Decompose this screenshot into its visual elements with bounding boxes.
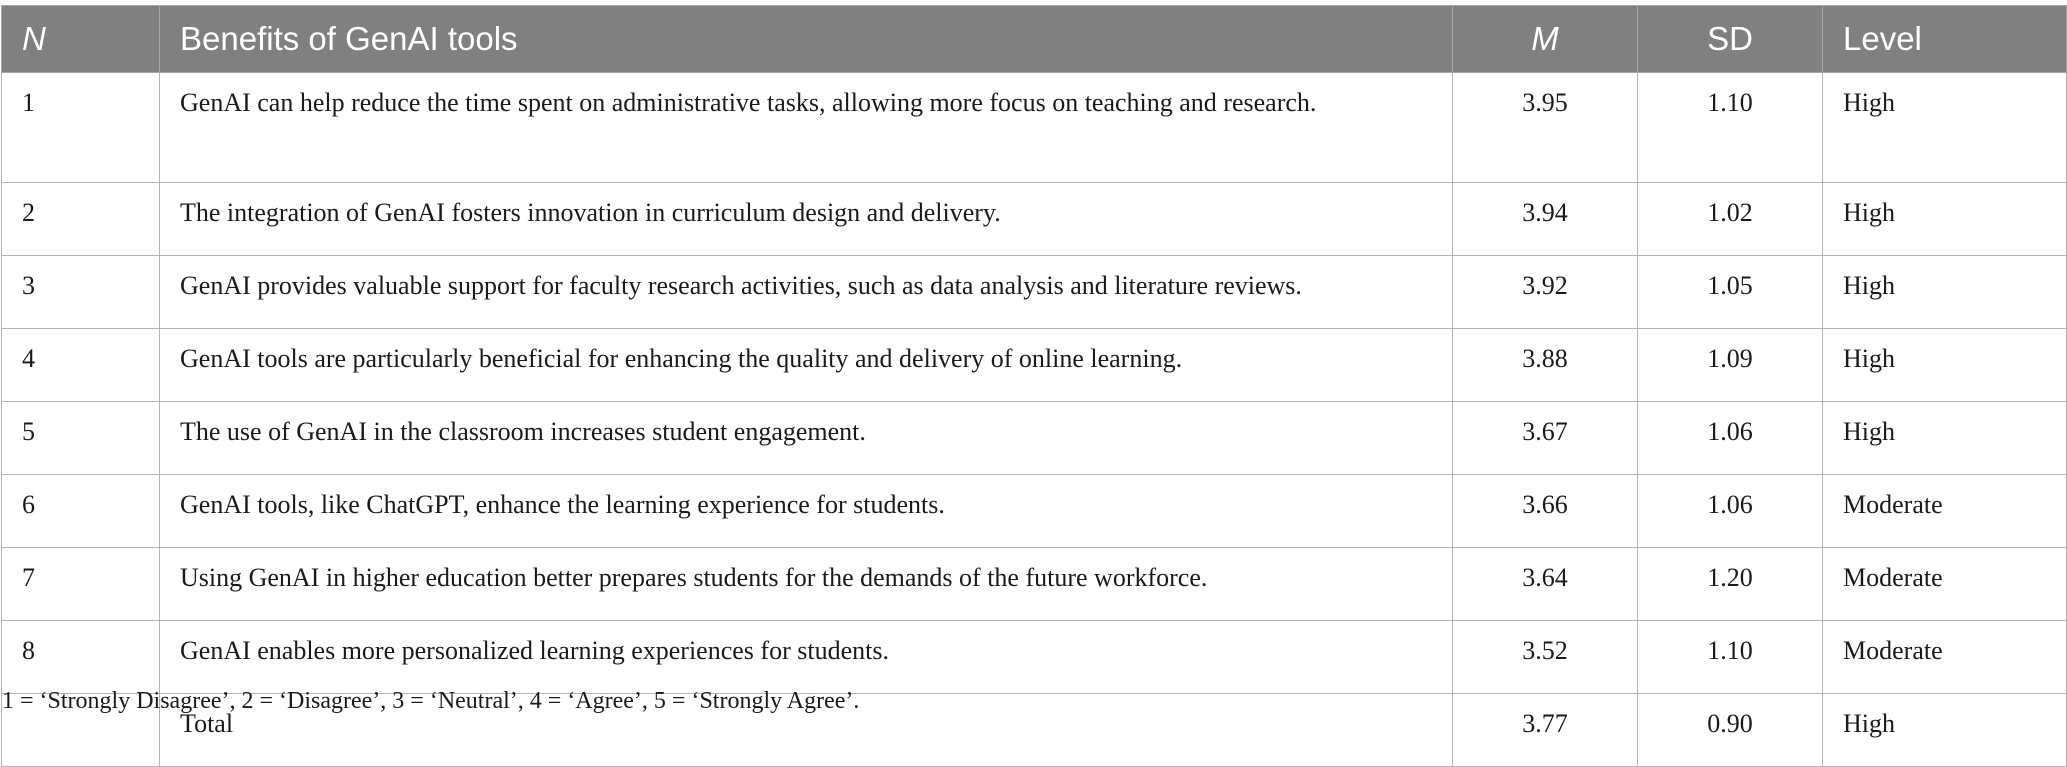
header-benefits: Benefits of GenAI tools — [160, 6, 1453, 73]
table-row — [2, 621, 2067, 694]
cell-n: 6 — [2, 475, 160, 548]
cell-sd: 1.10 — [1638, 73, 1823, 183]
table-body — [2, 73, 2067, 767]
cell-benefit: Using GenAI in higher education better prepares students for the demands of the future workforce. — [160, 548, 1453, 621]
header-mean: M — [1453, 6, 1638, 73]
cell-benefit: GenAI can help reduce the time spent on administrative tasks, allowing more focus on teaching and research. — [160, 73, 1453, 183]
cell-sd: 1.06 — [1638, 402, 1823, 475]
cell-sd: 1.09 — [1638, 329, 1823, 402]
cell-sd: 1.02 — [1638, 183, 1823, 256]
cell-level: High — [1823, 256, 2067, 329]
benefits-table — [1, 5, 2067, 767]
cell-total-mean: 3.77 — [1453, 694, 1638, 767]
cell-mean: 3.64 — [1453, 548, 1638, 621]
cell-level: High — [1823, 183, 2067, 256]
table-row — [2, 475, 2067, 548]
header-level: Level — [1823, 6, 2067, 73]
cell-n: 5 — [2, 402, 160, 475]
cell-benefit: GenAI provides valuable support for faculty research activities, such as data analysis and literature reviews. — [160, 256, 1453, 329]
table-row — [2, 548, 2067, 621]
header-sd: SD — [1638, 6, 1823, 73]
table-row — [2, 73, 2067, 183]
cell-level: Moderate — [1823, 548, 2067, 621]
scale-footnote: 1 = ‘Strongly Disagree’, 2 = ‘Disagree’, 3 = ‘Neutral’, 4 = ‘Agree’, 5 = ‘Strongly Agree’. — [2, 688, 860, 714]
cell-level: High — [1823, 329, 2067, 402]
cell-n: 4 — [2, 329, 160, 402]
header-row — [2, 6, 2067, 73]
cell-total-sd: 0.90 — [1638, 694, 1823, 767]
cell-total-level: High — [1823, 694, 2067, 767]
cell-benefit: GenAI enables more personalized learning experiences for students. — [160, 621, 1453, 694]
cell-level: High — [1823, 73, 2067, 183]
cell-n: 8 — [2, 621, 160, 694]
header-n: N — [2, 6, 160, 73]
cell-sd: 1.06 — [1638, 475, 1823, 548]
cell-sd: 1.20 — [1638, 548, 1823, 621]
benefits-table-container — [0, 5, 2067, 767]
cell-n: 3 — [2, 256, 160, 329]
cell-n: 1 — [2, 73, 160, 183]
cell-n: 2 — [2, 183, 160, 256]
cell-sd: 1.10 — [1638, 621, 1823, 694]
cell-sd: 1.05 — [1638, 256, 1823, 329]
table-row — [2, 329, 2067, 402]
table-row — [2, 402, 2067, 475]
cell-mean: 3.67 — [1453, 402, 1638, 475]
cell-total-label: Total — [160, 694, 1453, 767]
cell-benefit: The use of GenAI in the classroom increases student engagement. — [160, 402, 1453, 475]
cell-mean: 3.92 — [1453, 256, 1638, 329]
cell-mean: 3.94 — [1453, 183, 1638, 256]
cell-n: 7 — [2, 548, 160, 621]
cell-mean: 3.95 — [1453, 73, 1638, 183]
cell-benefit: The integration of GenAI fosters innovation in curriculum design and delivery. — [160, 183, 1453, 256]
table-header — [2, 6, 2067, 73]
cell-mean: 3.52 — [1453, 621, 1638, 694]
cell-benefit: GenAI tools are particularly beneficial for enhancing the quality and delivery of online learning. — [160, 329, 1453, 402]
cell-level: Moderate — [1823, 475, 2067, 548]
cell-level: High — [1823, 402, 2067, 475]
cell-level: Moderate — [1823, 621, 2067, 694]
cell-mean: 3.88 — [1453, 329, 1638, 402]
table-row — [2, 256, 2067, 329]
table-row — [2, 183, 2067, 256]
cell-benefit: GenAI tools, like ChatGPT, enhance the learning experience for students. — [160, 475, 1453, 548]
cell-mean: 3.66 — [1453, 475, 1638, 548]
